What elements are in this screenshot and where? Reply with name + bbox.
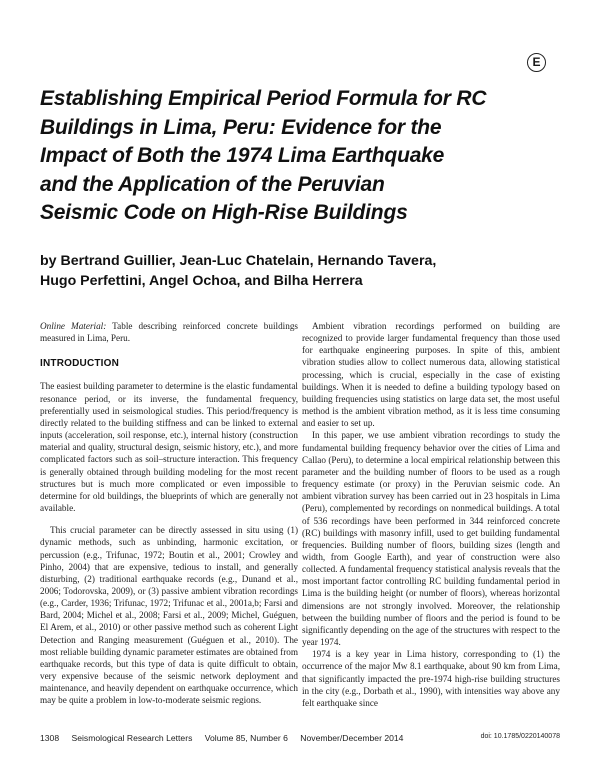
title-line: Impact of Both the 1974 Lima Earthquake — [40, 144, 445, 167]
body-paragraph: This crucial parameter can be directly assessed in situ using (1) dynamic methods, such as unbinding, harmonic excitation, or percussion (e.g., Trifunac, 1972; Boutin et al., 2001; Crowley and Pinho, 2004) that are expensive, tedious to install, and generally disturbing, (2) traditional earthquake records (e.g., Dunand et al., 2006; Todorovska, 2009), or (3) passive ambient vibration recordings (e.g., Carder, 1936; Trifunac, 1972; Trifunac et al., 2001a,b; Farsi and Bard, 2004; Michel et al., 2008; Farsi et al., 2009; Michel, Guéguen, El Arem, et al., 2010) or other passive method such as coherent Light Detection and Ranging measurement (Guéguen et al., 2010). The most reliable building dynamic parameter estimates are obtained from earthquake records, but this type of data is quite difficult to obtain, very expensive because of the seismic network deployment and maintenance, and heavily dependent on earthquake occurrence, which may be quite a problem in low-to-moderate seismic regions. — [40, 525, 298, 706]
journal-name: Seismological Research Letters — [71, 733, 193, 743]
electronic-supplement-badge: E — [527, 53, 546, 72]
title-line: Buildings in Lima, Peru: Evidence for the — [40, 115, 442, 139]
online-material-text: Table describing reinforced concrete buildings measured in Lima, Peru. — [40, 321, 298, 344]
introduction-heading: INTRODUCTION — [40, 358, 120, 370]
body-paragraph: In this paper, we use ambient vibration recordings to study the fundamental building frequency behavior over the cities of Lima and Callao (Peru), to determine a local empirical relationship between this parameter and the building number of floors to be used as a rough frequency estimate (or proxy) in the Peruvian seismic code. An ambient vibration survey has been carried out in 23 hospitals in Lima (Peru), complemented by recordings on nonmedical buildings. A total of 536 recordings have been performed in 344 reinforced concrete (RC) buildings with masonry infill, used to get building fundamental frequencies. Building number of floors, building sizes (length and width, from Google Earth), and year of construction were also collected. A fundamental frequency statistical analysis reveals that the most important factor controlling RC building fundamental period in Lima is the building height (or number of floors), whereas horizontal dimensions are not strongly involved. Moreover, the relationship between the building number of floors and the period is found to be significantly depending on the age of the structures with respect to the year 1974. — [302, 430, 560, 648]
right-column — [302, 320, 560, 709]
body-paragraph: 1974 is a key year in Lima history, corresponding to (1) the occurrence of the major Mw 8.1 earthquake, about 90 km from Lima, that significantly impacted the pre-1974 high-rise building structures in the city (e.g., Dorbath et al., 1990), with intensities way above any felt earthquake since — [302, 649, 560, 708]
issue-date: November/December 2014 — [300, 733, 404, 743]
author-list — [40, 251, 560, 291]
author-line: by Bertrand Guillier, Jean-Luc Chatelain, Hernando Tavera, — [40, 253, 437, 269]
title-line: Seismic Code on High-Rise Buildings — [40, 201, 408, 224]
left-column — [40, 320, 298, 707]
doi: doi: 10.1785/0220140078 — [480, 733, 560, 740]
online-material-note — [40, 320, 298, 344]
page-footer — [40, 733, 560, 747]
body-paragraph: The easiest building parameter to determine is the elastic fundamental resonance period, or its inverse, the fundamental frequency, preferentially used in seismological studies. This period/frequency is directly related to the building stiffness and can be linked to external inputs (acceleration, soil response, etc.), internal history (construction material and quality, structural design, seismic history, etc.), and more complicated factors such as soil–structure interaction. This frequency is generally obtained through building modeling for the most recent structures but is much more complicated or even impossible to determine for old buildings, the blueprints of which are generally not available. — [40, 381, 298, 514]
page-number: 1308 — [40, 733, 60, 743]
body-paragraph: Ambient vibration recordings performed on building are recognized to provide larger fundamental frequency than those used for earthquake engineering purposes. In spite of this, ambient vibration studies allow to collect numerous data, allowing statistical processing, which is crucial, especially in the case of existing buildings. When it is needed to define a building typology based on building frequencies using statistics on large data set, the most useful method is the ambient vibration method, as it is less time consuming and easier to set up. — [302, 321, 560, 429]
article-title — [40, 85, 560, 228]
online-material-label: Online Material: — [40, 321, 107, 331]
title-line: and the Application of the Peruvian — [40, 172, 385, 196]
volume-info: Volume 85, Number 6 — [204, 733, 288, 743]
author-line: Hugo Perfettini, Angel Ochoa, and Bilha Herrera — [40, 273, 363, 289]
title-line: Establishing Empirical Period Formula for RC — [40, 87, 487, 110]
